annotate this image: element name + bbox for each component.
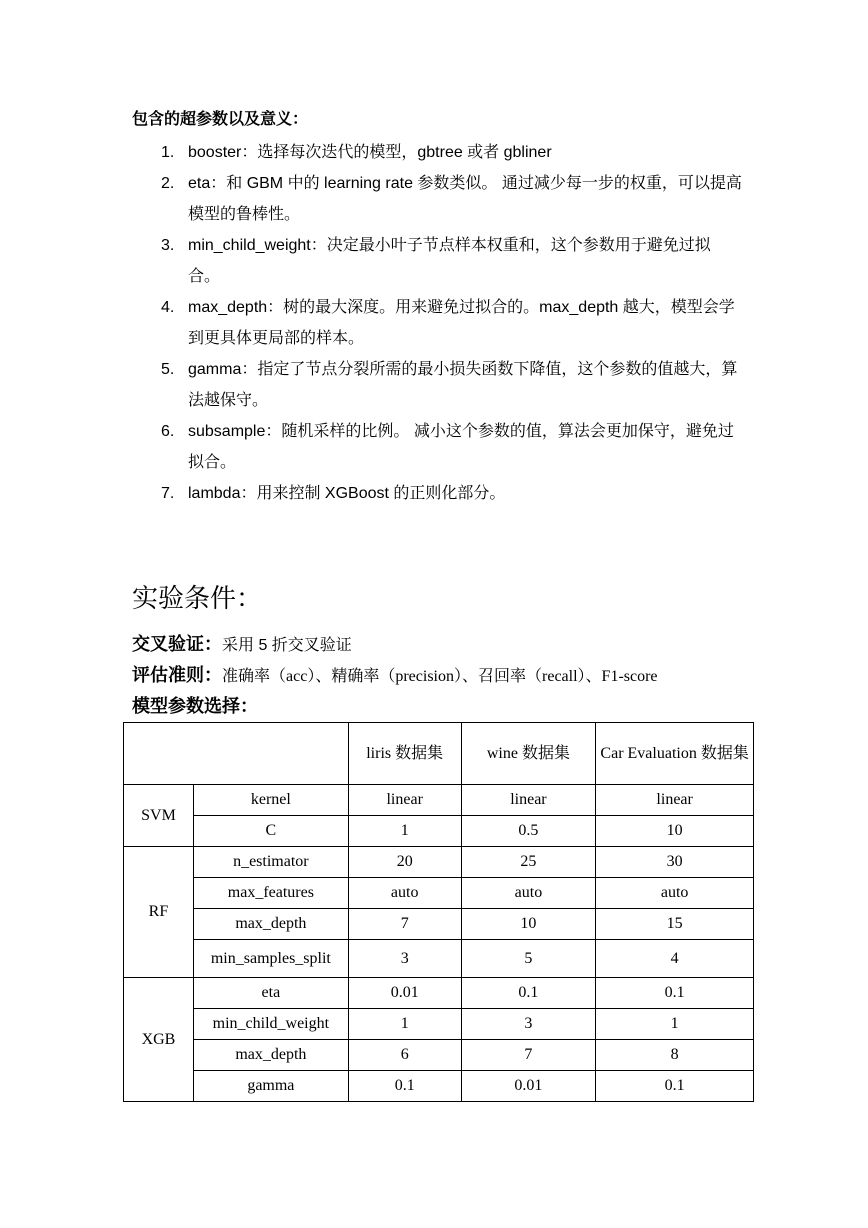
value-cell: 1 — [348, 1009, 461, 1040]
value-cell: 5 — [461, 940, 596, 978]
value-cell: 0.1 — [461, 978, 596, 1009]
list-item-text: booster：选择每次迭代的模型，gbtree 或者 gbliner — [188, 144, 552, 161]
param-cell: C — [193, 816, 348, 847]
value-cell: auto — [348, 878, 461, 909]
cross-validation-value: 采用 5 折交叉验证 — [222, 637, 352, 654]
value-cell: linear — [461, 785, 596, 816]
param-cell: kernel — [193, 785, 348, 816]
value-cell: 10 — [461, 909, 596, 940]
list-item — [132, 168, 742, 230]
evaluation-precision: precision — [395, 668, 454, 685]
value-cell: 0.1 — [348, 1071, 461, 1102]
table-row — [124, 909, 754, 940]
value-cell: 1 — [596, 1009, 754, 1040]
value-cell: 25 — [461, 847, 596, 878]
value-cell: auto — [461, 878, 596, 909]
table-corner-cell — [124, 723, 349, 785]
list-item-number: 1. — [161, 144, 175, 161]
list-item — [132, 416, 742, 478]
list-item-text: gamma：指定了节点分裂所需的最小损失函数下降值，这个参数的值越大，算法越保守。 — [188, 361, 738, 409]
evaluation-value-c: ）、召回率（ — [454, 668, 543, 685]
param-cell: eta — [193, 978, 348, 1009]
table-row — [124, 978, 754, 1009]
table-header-row — [124, 723, 754, 785]
evaluation-value-d: ）、F1-score — [577, 668, 658, 685]
param-cell: n_estimator — [193, 847, 348, 878]
list-item-text: max_depth：树的最大深度。用来避免过拟合的。max_depth 越大，模型会学到更具体更局部的样本。 — [188, 299, 735, 347]
table-row — [124, 1040, 754, 1071]
evaluation-label: 评估准则： — [132, 665, 222, 685]
table-row — [124, 847, 754, 878]
value-cell: 0.1 — [596, 1071, 754, 1102]
model-parameter-table — [123, 722, 754, 1102]
evaluation-value-a: 准确率（ — [222, 668, 287, 685]
model-selection-label: 模型参数选择： — [132, 696, 258, 716]
list-item-number: 6. — [161, 423, 175, 440]
value-cell: linear — [596, 785, 754, 816]
table-header-cell: wine 数据集 — [461, 723, 596, 785]
param-cell: max_depth — [193, 1040, 348, 1071]
table-row — [124, 1071, 754, 1102]
table-row — [124, 785, 754, 816]
list-item-number: 3. — [161, 237, 175, 254]
table-row — [124, 878, 754, 909]
model-cell: XGB — [124, 978, 194, 1102]
value-cell: 10 — [596, 816, 754, 847]
table-row — [124, 940, 754, 978]
list-item-text: eta：和 GBM 中的 learning rate 参数类似。 通过减少每一步的权重，可以提高模型的鲁棒性。 — [188, 175, 742, 223]
list-item-number: 4. — [161, 299, 175, 316]
evaluation-acc: acc — [286, 668, 308, 685]
model-cell: SVM — [124, 785, 194, 847]
value-cell: 7 — [348, 909, 461, 940]
list-item-number: 2. — [161, 175, 175, 192]
list-item-number: 5. — [161, 361, 175, 378]
list-item — [132, 230, 742, 292]
table-header-cell: liris 数据集 — [348, 723, 461, 785]
value-cell: linear — [348, 785, 461, 816]
value-cell: 0.01 — [348, 978, 461, 1009]
list-item — [132, 354, 742, 416]
value-cell: 3 — [461, 1009, 596, 1040]
list-item-text: subsample：随机采样的比例。 减小这个参数的值，算法会更加保守，避免过拟合。 — [188, 423, 734, 471]
evaluation-recall: recall — [542, 668, 578, 685]
table-header-cell: Car Evaluation 数据集 — [596, 723, 754, 785]
value-cell: 30 — [596, 847, 754, 878]
table-row — [124, 816, 754, 847]
evaluation-line — [132, 663, 658, 689]
experiment-title: 实验条件： — [132, 583, 263, 613]
cross-validation-line — [132, 632, 352, 658]
list-item-text: lambda：用来控制 XGBoost 的正则化部分。 — [188, 485, 506, 502]
list-item-number: 7. — [161, 485, 175, 502]
list-item-text: min_child_weight：决定最小叶子节点样本权重和，这个参数用于避免过拟合。 — [188, 237, 711, 285]
model-selection-line — [132, 694, 258, 720]
value-cell: 0.01 — [461, 1071, 596, 1102]
value-cell: 4 — [596, 940, 754, 978]
list-item — [132, 137, 742, 168]
param-cell: max_features — [193, 878, 348, 909]
hyperparameter-list — [132, 137, 742, 509]
value-cell: 6 — [348, 1040, 461, 1071]
value-cell: 0.1 — [596, 978, 754, 1009]
value-cell: 15 — [596, 909, 754, 940]
list-item — [132, 292, 742, 354]
param-cell: min_child_weight — [193, 1009, 348, 1040]
value-cell: auto — [596, 878, 754, 909]
value-cell: 3 — [348, 940, 461, 978]
intro-heading: 包含的超参数以及意义： — [132, 111, 309, 128]
model-cell: RF — [124, 847, 194, 978]
param-cell: min_samples_split — [193, 940, 348, 978]
list-item — [132, 478, 742, 509]
value-cell: 1 — [348, 816, 461, 847]
cross-validation-label: 交叉验证： — [132, 634, 222, 654]
evaluation-value-b: ）、精确率（ — [307, 668, 396, 685]
table-row — [124, 1009, 754, 1040]
value-cell: 7 — [461, 1040, 596, 1071]
param-cell: max_depth — [193, 909, 348, 940]
param-cell: gamma — [193, 1071, 348, 1102]
value-cell: 8 — [596, 1040, 754, 1071]
value-cell: 0.5 — [461, 816, 596, 847]
value-cell: 20 — [348, 847, 461, 878]
